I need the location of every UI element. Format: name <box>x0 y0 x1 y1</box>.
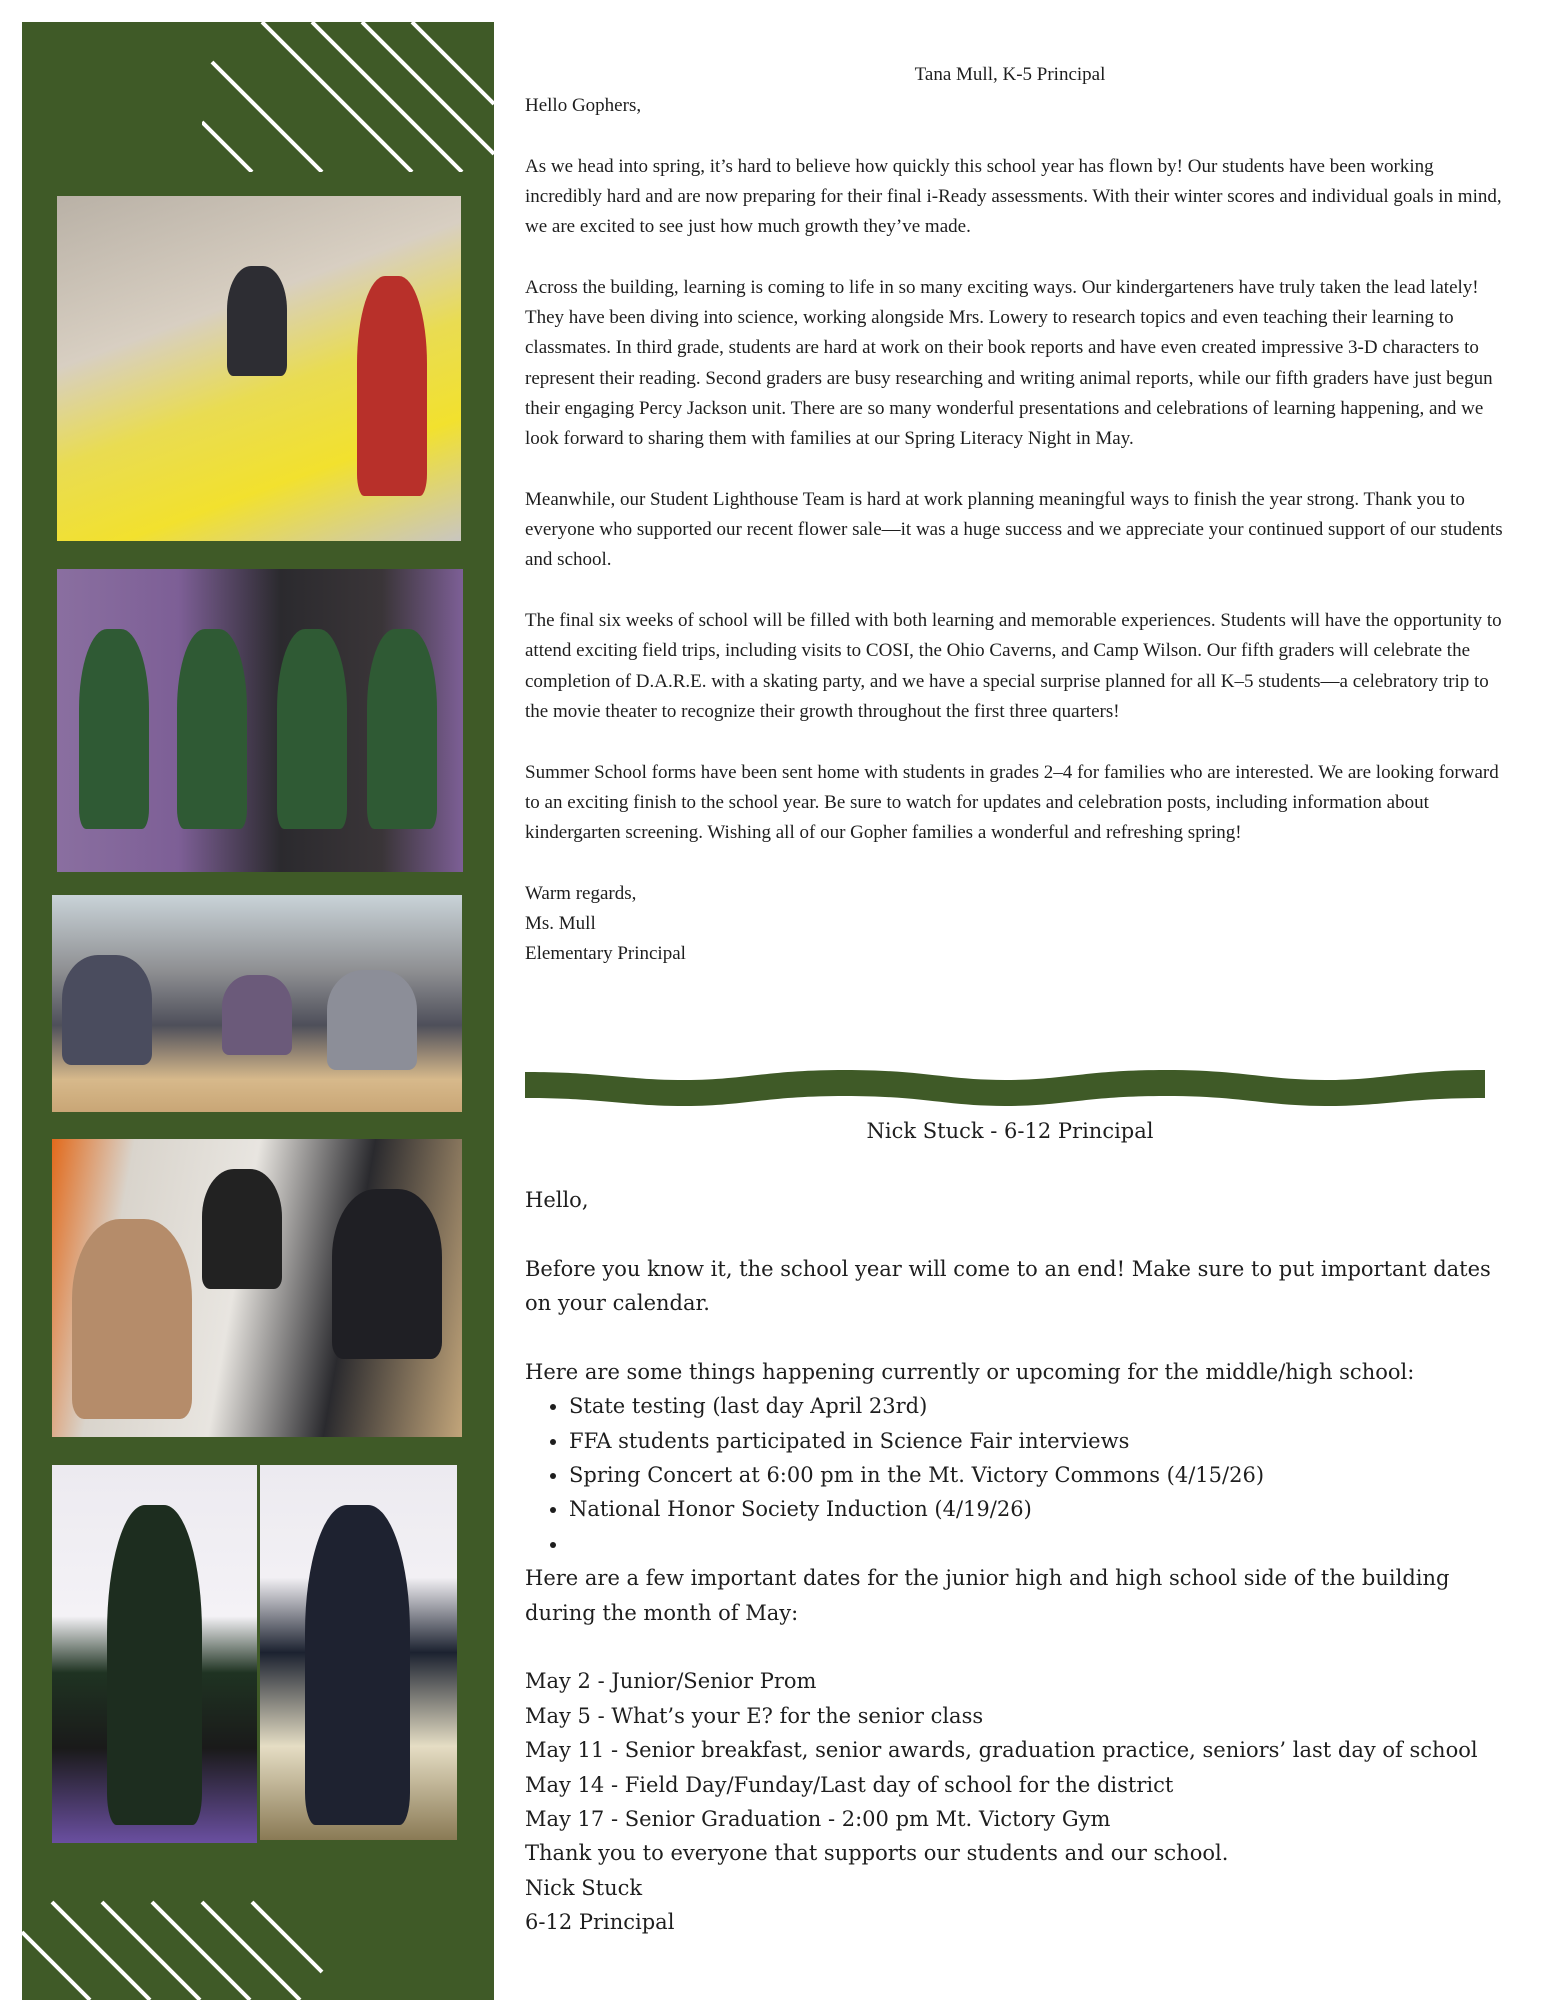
k5-greeting: Hello Gophers, <box>525 95 642 116</box>
hs-list-heading: Here are some things happening currently or upcoming for the middle/high school: <box>525 1359 1415 1384</box>
k5-paragraph: As we head into spring, it’s hard to believe how quickly this school year has flown by! Our students have been working incredibly hard and are now preparing for their final i-Ready assessments. With their winter scores and individual goals in mind, we are excited to see just how much growth they’ve made. <box>525 155 1502 238</box>
k5-signature-name: Ms. Mull <box>525 913 596 935</box>
list-item <box>569 1527 1505 1561</box>
date-item: May 2 - Junior/Senior Prom <box>525 1669 817 1694</box>
date-item: May 5 - What’s your E? for the senior class <box>525 1703 984 1728</box>
kindergarten-crafts-photo <box>57 196 461 541</box>
k5-paragraph: Summer School forms have been sent home with students in grades 2–4 for families who are interested. We are looking forward to an exciting finish to the school year. Be sure to watch for updates and celebration posts, including information about kindergarten screening. Wishing all of our Gopher families a wonderful and refreshing spring! <box>525 761 1499 844</box>
k5-closing: Warm regards, <box>525 882 637 904</box>
list-item: • Spring Concert at 6:00 pm in the Mt. Victory Commons (4/15/26) <box>569 1458 1505 1492</box>
k5-paragraph: Across the building, learning is coming to life in so many exciting ways. Our kindergarteners have truly taken the lead lately! They have been diving into science, working alongside Mrs. Lowery to research topics and even teaching their learning to classmates. In third grade, students are hard at work on their book reports and have even created impressive 3-D characters to represent their reading. Second graders are busy researching and writing animal reports, while our fifth graders have just begun their engaging Percy Jackson unit. There are so many wonderful presentations and celebrations of learning happening, and we look forward to sharing them with families at our Spring Literacy Night in May. <box>525 276 1493 450</box>
date-item: May 14 - Field Day/Funday/Last day of school for the district <box>525 1772 1174 1797</box>
hs-greeting: Hello, <box>525 1187 589 1212</box>
k5-principal-title: Tana Mull, K-5 Principal <box>914 64 1106 85</box>
k5-paragraph: The final six weeks of school will be filled with both learning and memorable experiences. Students will have the opportunity to attend exciting field trips, including visits to COSI, the Ohio Caverns, and Camp Wilson. Our fifth graders will celebrate the completion of D.A.R.E. with a skating party, and we have a special surprise planned for all K–5 students—a celebratory trip to the movie theater to recognize their growth throughout the first three quarters! <box>525 610 1502 722</box>
wave-divider <box>525 1068 1485 1108</box>
decorative-stripes-bottom <box>22 1882 342 2000</box>
decorative-stripes-top <box>202 22 494 172</box>
hs-principal-title: Nick Stuck - 6-12 Principal <box>866 1119 1154 1143</box>
student-award-photo-1 <box>52 1465 257 1843</box>
hs-signature-name: Nick Stuck <box>525 1875 643 1900</box>
list-item: • FFA students participated in Science Fair interviews <box>569 1424 1505 1458</box>
date-item: May 11 - Senior breakfast, senior awards, graduation practice, seniors’ last day of school <box>525 1738 1478 1763</box>
k5-signature-title: Elementary Principal <box>525 943 686 965</box>
list-item: • National Honor Society Induction (4/19/26) <box>569 1492 1505 1526</box>
hs-section <box>525 1114 1505 1940</box>
cheerleaders-photo <box>57 569 463 872</box>
hs-intro: Before you know it, the school year will come to an end! Make sure to put important dates on your calendar. <box>525 1256 1491 1315</box>
student-award-photo-2 <box>260 1465 457 1840</box>
students-at-table-photo <box>52 1139 462 1437</box>
hs-events-list <box>525 1389 1505 1561</box>
cafeteria-students-photo <box>52 895 462 1112</box>
hs-dates-heading: Here are a few important dates for the junior high and high school side of the building during the month of May: <box>525 1566 1450 1625</box>
list-item: • State testing (last day April 23rd) <box>569 1389 1505 1423</box>
hs-thanks: Thank you to everyone that supports our students and our school. <box>525 1841 1229 1866</box>
k5-paragraph: Meanwhile, our Student Lighthouse Team is hard at work planning meaningful ways to finish the year strong. Thank you to everyone who supported our recent flower sale—it was a huge success and we appreciate your continued support of our students and school. <box>525 488 1503 571</box>
date-item: May 17 - Senior Graduation - 2:00 pm Mt. Victory Gym <box>525 1807 1111 1832</box>
hs-dates-list <box>525 1664 1505 1836</box>
hs-signature-title: 6-12 Principal <box>525 1910 675 1935</box>
